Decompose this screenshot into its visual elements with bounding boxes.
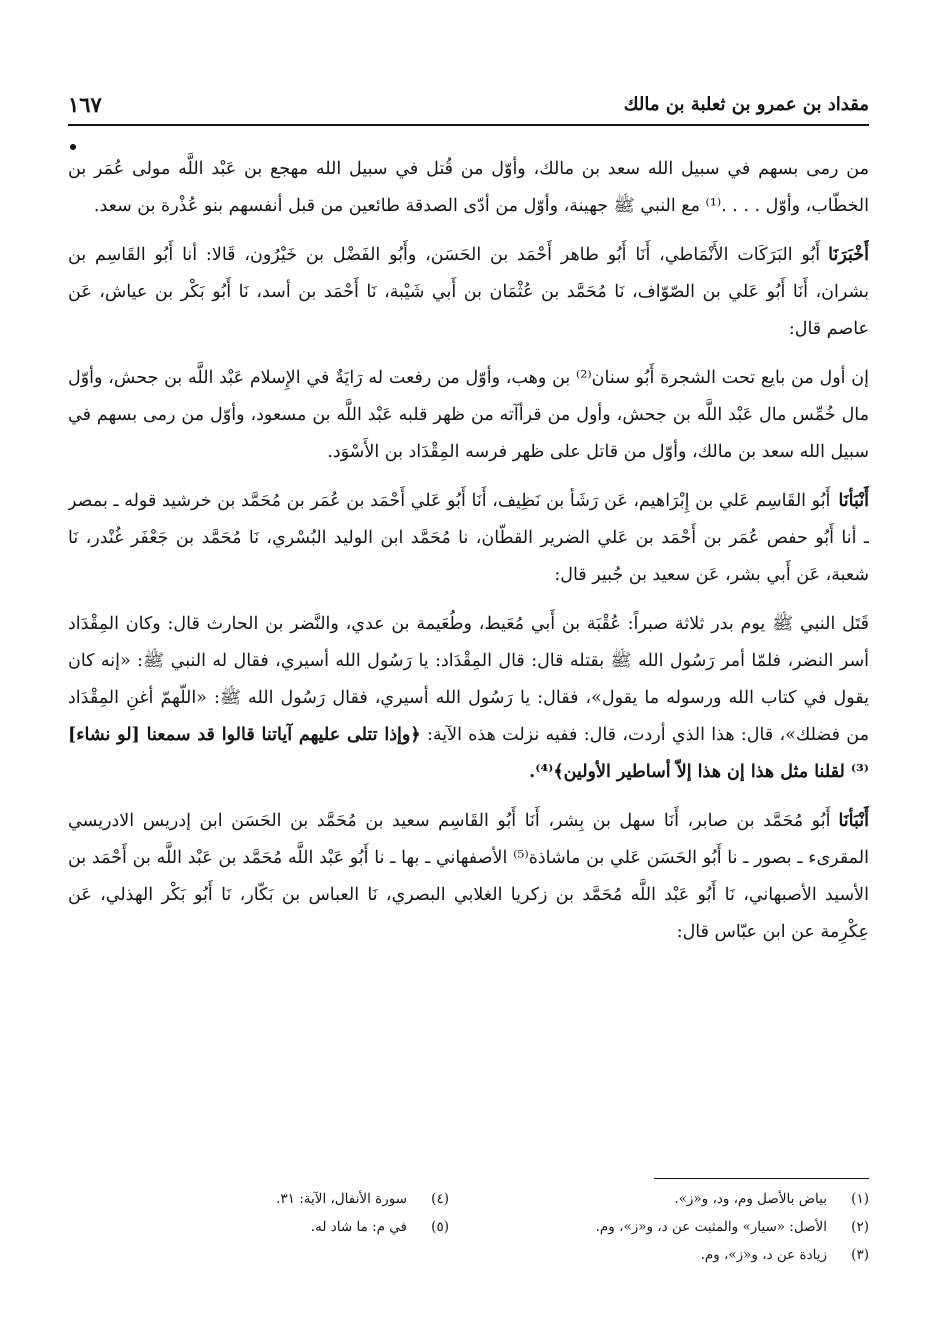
paragraph-1	[68, 151, 869, 225]
paragraph-6	[68, 803, 869, 951]
footnote-number: (٣)	[851, 1247, 869, 1263]
paragraph-text: إن أول من بايع تحت الشجرة أَبُو سنان⁽²⁾ بن وهب، وأوّل من رفعت له رَايَةٌ في الإِسلام عَبْد اللَّه بن جحش، وأوّل مال خُمِّس مال عَبْد اللَّه بن جحش، وأول من قرأآته من ظهر قلبه عَبْد اللَّه بن مسعود، وأوّل من رمى بسهم في سبيل الله سعد بن مالك، وأوّل من قاتل على ظهر فرسه المِقْدَاد بن الأَسْوَد.	[68, 368, 869, 462]
footnote-number: (٢)	[851, 1219, 869, 1235]
paragraph-4	[68, 483, 869, 594]
footnote-2	[489, 1213, 869, 1241]
footnotes-column-left	[276, 1185, 449, 1285]
paragraph-text: أَبُو البَرَكَات الأَنْمَاطي، أَنَا أَبُو طاهر أَحْمَد بن الحَسَن، وأَبُو الفَضْل بن خَيْرُون، قَالا: أنا أَبُو القَاسِم بن بشران، أَنَا أَبُو عَلي بن الصّوّاف، نَا مُحَمَّد بن عُثْمَان بن أَبي شَيْبة، نَا أَحْمَد بن أسد، نَا أَبُو بَكْر بن عياش، عَن عاصم قال:	[68, 245, 869, 339]
page-header	[68, 84, 869, 126]
paragraph-5	[68, 606, 869, 791]
paragraph-text: قَتَل النبي ﷺ يوم بدر ثلاثة صبراً: عُقْبَة بن أَبي مُعَيط، وطُعَيمة بن عدي، والنَّضر بن الحارث قال: وكان المِقْدَاد أسر النضر، فلمّا أمر رَسُول الله ﷺ بقتله قال: قال المِقْدَاد: يا رَسُول الله أسيري، فقال له النبي ﷺ: «إنه كان يقول في كتاب الله ورسوله ما يقول»، فقال: يا رَسُول الله أسيري، فقال رَسُول الله ﷺ: «اللّهمّ أغنِ المِقْدَاد من فضلك»، قال: هذا الذي أردت، قال: ففيه نزلت هذه الآية:	[68, 614, 869, 745]
main-text	[68, 151, 869, 976]
margin-dot	[70, 144, 76, 150]
paragraph-3	[68, 360, 869, 471]
page-number: ١٦٧	[68, 91, 102, 117]
footnote-text: الأصل: «سيار» والمثبت عن د، و«ز»، وم.	[595, 1219, 827, 1235]
footnote-text: بياض بالأصل وم، ود، و«ز».	[674, 1191, 827, 1207]
footnote-text: في م: ما شاد له.	[310, 1219, 407, 1235]
footnotes	[68, 1185, 869, 1285]
running-title: مقداد بن عمرو بن ثعلبة بن مالك	[623, 93, 869, 115]
paragraph-lead: أَنْبَأنَا	[838, 491, 869, 511]
paragraph-text: أَبُو القَاسِم عَلي بن إِبْرَاهيم، عَن رَشَأ بن نَظِيف، أَنَا أَبُو عَلي أَحْمَد بن عُمَر بن مُحَمَّد بن خرشيد قوله ـ بمصر ـ أنا أَبُو حفص عُمَر بن أَحْمَد بن عَلي الضرير القطّان، نا مُحَمَّد ابن الوليد البُسْري، نَا مُحَمَّد بن جَعْفَر غُنْدر، نَا شعبة، عَن أَبي بشر، عَن سعيد بن جُبير قال:	[68, 491, 869, 585]
footnote-text: سورة الأنفال، الآية: ٣١.	[276, 1191, 407, 1207]
paragraph-lead: أَنْبَأنَا	[838, 811, 869, 831]
footnotes-column-right	[489, 1185, 869, 1285]
footnote-text: زيادة عن د، و«ز»، وم.	[700, 1247, 827, 1263]
footnote-separator	[654, 1178, 869, 1179]
paragraph-2	[68, 237, 869, 348]
footnote-number: (١)	[851, 1191, 869, 1207]
footnote-1	[489, 1185, 869, 1213]
footnote-3	[489, 1241, 869, 1269]
footnote-number: (٤)	[431, 1191, 449, 1207]
paragraph-text: من رمى بسهم في سبيل الله سعد بن مالك، وأوّل من قُتل في سبيل الله مهجع بن عَبْد اللَّه مولى عُمَر بن الخطّاب، وأوّل . . . .⁽¹⁾ مع النبي ﷺ جهينة، وأوّل من أدّى الصدقة طائعين من قبل أنفسهم بنو عُذْرة بن سعد.	[68, 159, 869, 216]
footnote-number: (٥)	[431, 1219, 449, 1235]
paragraph-lead: أَخْبَرَنَا	[828, 245, 869, 265]
paragraph-text: أَبُو مُحَمَّد بن صابر، أَنَا سهل بن بِشر، أَنَا أَبُو القَاسِم سعيد بن مُحَمَّد بن الحَسَن ابن إدريس الادريسي المقرىء ـ بصور ـ نا أَبُو الحَسَن عَلي بن ماشاذة⁽⁵⁾ الأصفهاني ـ بها ـ نا أَبُو عَبْد اللَّه مُحَمَّد بن عَبْد اللَّه بن أَحْمَد بن الأسيد الأصبهاني، نَا أَبُو عَبْد اللَّه مُحَمَّد بن زكريا الغلابي البصري، نَا العباس بن بَكّار، نَا أَبُو بَكْر الهذلي، عَن عِكْرِمة عن ابن عبّاس قال:	[68, 811, 869, 942]
footnote-4	[276, 1185, 449, 1213]
footnote-5	[276, 1213, 449, 1241]
quran-verse: ﴿وإذا تتلى عليهم آياتنا قالوا قد سمعنا [لو نشاء]⁽³⁾ لقلنا مثل هذا إن هذا إلاّ أساطير الأولين﴾⁽⁴⁾.	[68, 725, 869, 782]
